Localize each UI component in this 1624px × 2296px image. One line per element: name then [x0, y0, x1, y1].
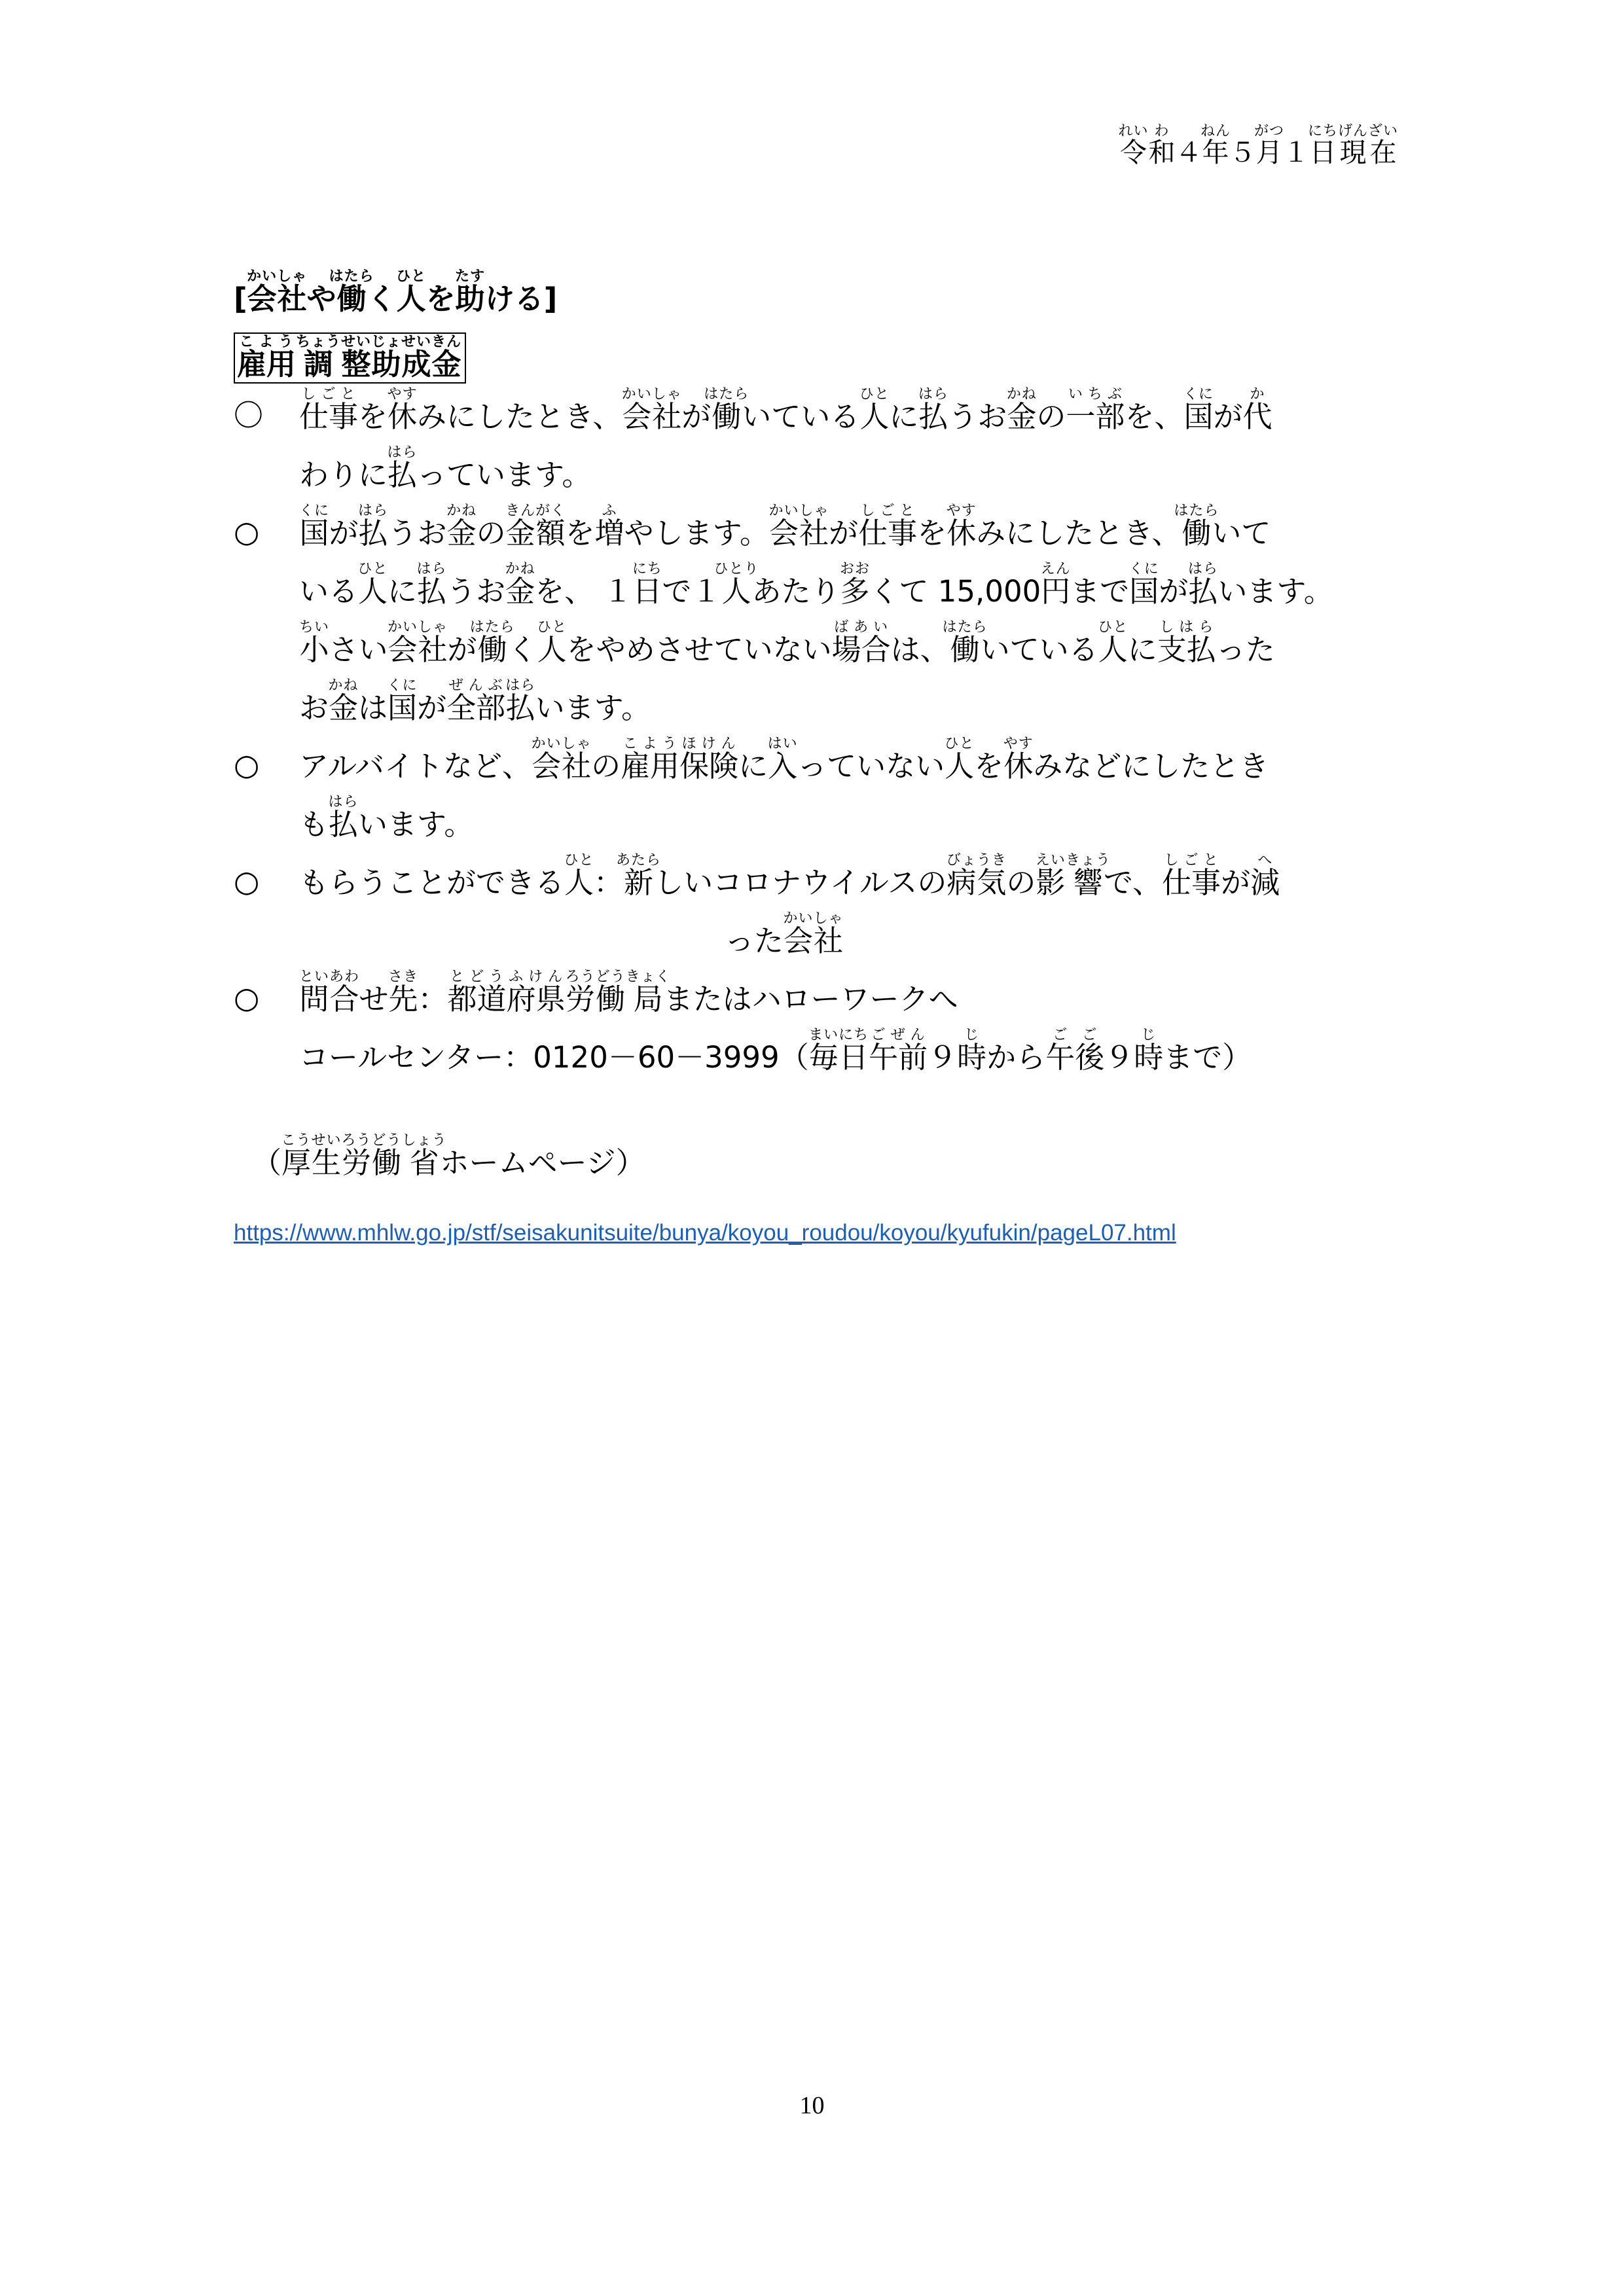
list-item-part-time	[234, 736, 1405, 852]
furigana-word: 支払しはら	[1157, 619, 1216, 667]
furigana-word: 金かね	[328, 677, 359, 725]
furigana-word: 国くに	[387, 677, 418, 725]
furigana-word: 金かね	[446, 503, 477, 550]
furigana-word: 雇用保険こようほけん	[621, 736, 739, 783]
furigana-word: 国くに	[299, 503, 330, 550]
furigana-word: 払はら	[918, 386, 948, 434]
info-list	[234, 386, 1405, 1085]
furigana-word: 仕事しごと	[299, 386, 359, 434]
call-center: コールセンター：0120－60－3999（毎日まいにち午前ごぜん９時じから午後ごご９時じまで）	[299, 1027, 1252, 1075]
furigana-word: 国くに	[1183, 386, 1214, 434]
furigana-word: 雇用こよう	[237, 334, 297, 382]
furigana-word: 金かね	[505, 561, 535, 609]
source-url-link[interactable]: https://www.mhlw.go.jp/stf/seisakunitsuite/bunya/koyou_roudou/koyou/kyufukin/pageL07.html	[234, 1220, 1176, 1246]
furigana-word: 月がつ	[1254, 123, 1284, 168]
bullet-mark: ○	[234, 747, 260, 782]
furigana-word: 午後ごご	[1045, 1027, 1105, 1075]
item-line: 国くにが払はらうお金かねの金額きんがくを増ふやします。会社かいしゃが仕事しごとを休やすみにしたとき、働はたらいて	[299, 503, 1271, 550]
furigana-word: 人ひと	[944, 736, 975, 783]
furigana-word: 払はら	[358, 503, 389, 550]
list-item-amount-increase	[234, 503, 1405, 736]
furigana-word: 厚生こうせい	[281, 1132, 342, 1180]
furigana-word: 金かね	[1006, 386, 1037, 434]
furigana-word: 調ちょう	[296, 334, 342, 382]
furigana-word: 仕事しごと	[1162, 852, 1221, 900]
furigana-word: 金額きんがく	[505, 503, 566, 550]
furigana-word: 整せい	[341, 334, 372, 382]
furigana-word: 人ひと	[1098, 619, 1128, 667]
furigana-word: 人ひと	[859, 386, 890, 434]
item-line: 仕事しごとを休やすみにしたとき、会社かいしゃが働はたらいている人ひとに払はらうお金かねの一部いちぶを、国くにが代か	[299, 386, 1272, 434]
furigana-word: 令れい	[1118, 123, 1149, 168]
item-line-continuation: った会社かいしゃ	[725, 910, 844, 958]
bullet-mark: ○	[234, 980, 260, 1015]
furigana-word: 毎日まいにち	[808, 1027, 869, 1075]
furigana-word: 影えい	[1035, 852, 1066, 900]
furigana-word: 時じ	[957, 1027, 987, 1075]
furigana-word: 全部ぜんぶ	[446, 677, 506, 725]
furigana-word: 会社かいしゃ	[388, 619, 448, 667]
furigana-word: 人ひと	[537, 619, 568, 667]
furigana-word: 病気びょうき	[946, 852, 1007, 900]
source-label: （厚生こうせい労ろう働どう省しょうホームページ）	[252, 1132, 645, 1180]
furigana-word: 休やす	[946, 503, 977, 550]
furigana-word: 働はたら	[469, 619, 515, 667]
furigana-word: 人ひと	[357, 561, 388, 609]
furigana-word: 日現在にちげんざい	[1307, 123, 1398, 168]
list-item-contact	[234, 969, 1405, 1085]
furigana-word: 国くに	[1128, 561, 1159, 609]
furigana-word: 払はら	[505, 677, 536, 725]
furigana-word: 人ひとり	[713, 561, 759, 609]
furigana-word: 人ひと	[564, 852, 594, 900]
furigana-word: 会社かいしゃ	[783, 910, 844, 958]
furigana-word: 会社かいしゃ	[531, 736, 592, 783]
furigana-word: 休やす	[387, 386, 418, 434]
furigana-word: 働はたら	[704, 386, 749, 434]
furigana-word: 休やす	[1003, 736, 1034, 783]
bullet-mark: 〇	[234, 398, 264, 433]
furigana-word: 減へ	[1250, 852, 1280, 900]
furigana-word: 働はたら	[942, 619, 988, 667]
furigana-word: 多おお	[839, 561, 870, 609]
furigana-word: 会社かいしゃ	[768, 503, 829, 550]
furigana-word: 増ふ	[594, 503, 624, 550]
furigana-word: 労ろう	[341, 1132, 372, 1180]
furigana-word: 入はい	[767, 736, 798, 783]
furigana-word: 午前ごぜん	[869, 1027, 928, 1075]
furigana-word: 円えん	[1040, 561, 1071, 609]
item-line: 小ちいさい会社かいしゃが働はたらく人ひとをやめさせていない場合ばあいは、働はたらいている人ひとに支払しはらった	[299, 619, 1275, 667]
item-line: お金かねは国くにが全部ぜんぶ払はらいます。	[299, 677, 651, 725]
furigana-word: 会社かいしゃ	[621, 386, 682, 434]
furigana-word: 一部いちぶ	[1066, 386, 1125, 434]
contact-office: 問合といあわせ先さき：都道府県とどうふけん労ろう働どう局きょくまたはハローワークへ	[299, 969, 958, 1016]
furigana-word: 働はたら	[1174, 503, 1219, 550]
furigana-word: 日にち	[632, 561, 662, 609]
item-line: も払はらいます。	[299, 794, 474, 842]
furigana-word: 響きょう	[1065, 852, 1111, 900]
furigana-word: 和わ	[1148, 123, 1176, 168]
furigana-word: 仕事しごと	[858, 503, 918, 550]
furigana-word: 問合といあわ	[299, 969, 360, 1016]
furigana-word: 労ろう	[565, 969, 596, 1016]
furigana-word: 時じ	[1134, 1027, 1164, 1075]
furigana-word: 省しょう	[401, 1132, 447, 1180]
bullet-mark: ○	[234, 514, 260, 549]
furigana-word: 小ちい	[299, 619, 330, 667]
furigana-word: 払はら	[328, 794, 359, 842]
furigana-word: 払はら	[416, 561, 447, 609]
furigana-word: 新あたら	[616, 852, 662, 900]
section-heading: [会社かいしゃや働はたらく人ひとを助たすける]	[234, 268, 558, 316]
page-number: 10	[799, 2092, 825, 2119]
furigana-word: 働はたら	[329, 268, 374, 316]
item-line: わりに払はらっています。	[299, 444, 592, 492]
furigana-word: 払はら	[1187, 561, 1218, 609]
furigana-word: 助たす	[455, 268, 486, 316]
furigana-word: 人ひと	[396, 268, 427, 316]
furigana-word: 先さき	[388, 969, 419, 1016]
furigana-word: 場合ばあい	[831, 619, 891, 667]
list-item-support-overview	[234, 386, 1405, 503]
list-item-eligibility	[234, 852, 1405, 969]
furigana-word: 代か	[1242, 386, 1272, 434]
furigana-word: 働どう	[595, 969, 626, 1016]
item-line: アルバイトなど、会社かいしゃの雇用保険こようほけんに入はいっていない人ひとを休やすみなどにしたとき	[299, 736, 1269, 783]
furigana-word: 年ねん	[1200, 123, 1231, 168]
furigana-word: 助成金じょせいきん	[371, 334, 462, 382]
furigana-word: 会社かいしゃ	[247, 268, 308, 316]
furigana-word: 局きょく	[625, 969, 671, 1016]
furigana-word: 払はら	[387, 444, 418, 492]
furigana-word: 働どう	[371, 1132, 402, 1180]
item-line: いる人ひとに払はらうお金かねを、 １日にちで１人ひとりあたり多おおくて 15,000円えんまで国くにが払はらいます。	[299, 561, 1333, 609]
furigana-word: 都道府県とどうふけん	[447, 969, 566, 1016]
item-line: もらうことができる人ひと：新あたらしいコロナウイルスの病気びょうきの影えい響きょうで、仕事しごとが減へ	[299, 852, 1280, 900]
bullet-mark: ○	[234, 864, 260, 899]
effective-date: 令れい和わ４年ねん５月がつ１日現在にちげんざい	[1118, 123, 1398, 168]
program-name-box	[234, 332, 466, 384]
